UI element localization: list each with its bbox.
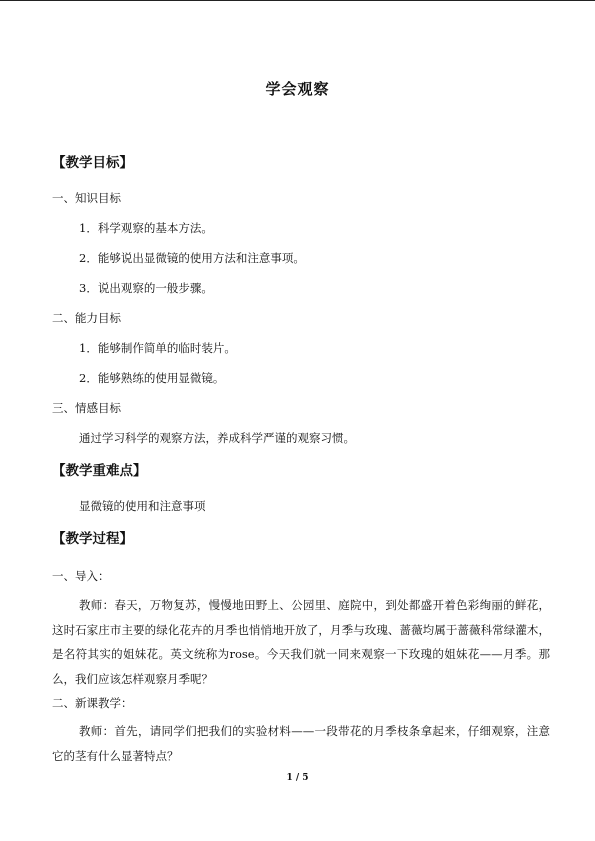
ability-heading: 二、能力目标 xyxy=(52,311,121,325)
page-top-border xyxy=(0,0,595,1)
emotion-heading: 三、情感目标 xyxy=(52,401,121,415)
document-title: 学会观察 xyxy=(265,80,330,98)
ability-item: 1．能够制作简单的临时装片。 xyxy=(79,341,236,355)
ability-item: 2．能够熟练的使用显微镜。 xyxy=(79,371,225,385)
intro-heading: 一、导入： xyxy=(52,569,110,583)
knowledge-item: 3．说出观察的一般步骤。 xyxy=(79,281,213,295)
knowledge-item: 2．能够说出显微镜的使用方法和注意事项。 xyxy=(79,251,305,265)
knowledge-heading: 一、知识目标 xyxy=(52,191,121,205)
new-lesson-heading: 二、新课教学： xyxy=(52,696,133,710)
key-points-heading: 【教学重难点】 xyxy=(52,463,147,479)
new-lesson-paragraph: 教师：首先，请同学们把我们的实验材料——一段带花的月季枝条拿起来，仔细观察，注意它的茎有什么显著特点？ xyxy=(52,724,550,763)
intro-paragraph: 教师：春天，万物复苏，慢慢地田野上、公园里、庭院中，到处都盛开着色彩绚丽的鲜花，这时石家庄市主要的绿化花卉的月季也悄悄地开放了，月季与玫瑰、蔷薇均属于蔷薇科常绿灌木，是名符其实的姐妹花。英文统称为rose。今天我们就一同来观察一下玫瑰的姐妹花——月季。那么，我们应该怎样观察月季呢？ xyxy=(52,598,550,686)
key-points-text: 显微镜的使用和注意事项 xyxy=(79,499,206,513)
page-number: 1 / 5 xyxy=(286,773,309,783)
objectives-heading: 【教学目标】 xyxy=(52,155,133,171)
process-heading: 【教学过程】 xyxy=(52,531,133,547)
emotion-text: 通过学习科学的观察方法，养成科学严谨的观察习惯。 xyxy=(79,431,355,445)
knowledge-item: 1．科学观察的基本方法。 xyxy=(79,221,213,235)
